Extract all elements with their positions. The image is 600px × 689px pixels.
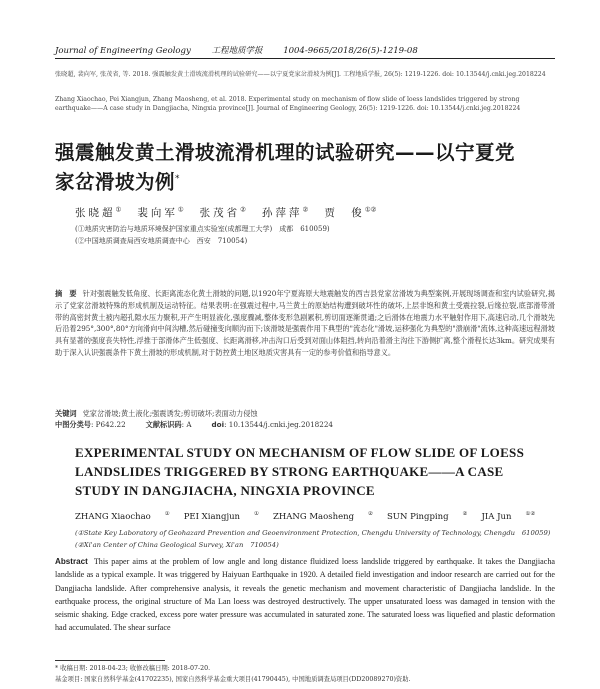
author-en-affiliation-mark: ② [462, 511, 468, 517]
author-en [273, 512, 373, 522]
author-en-name: JIA Jun [481, 511, 512, 522]
title-en: EXPERIMENTAL STUDY ON MECHANISM OF FLOW SLIDE OF LOESS LANDSLIDES TRIGGERED BY STRONG EARTHQUAKE——A CASE STUDY IN DANGJIACHA, NINGXIA PROVINCE [75, 445, 525, 498]
author-cn [200, 207, 246, 219]
journal-issn: 1004-9665/2018/26(5)-1219-08 [283, 46, 418, 56]
author-cn [324, 207, 376, 219]
abstract-en-label: Abstract [55, 557, 88, 566]
author-en-name: ZHANG Maosheng [272, 511, 355, 522]
author-cn-affiliation-mark: ① [115, 205, 122, 214]
author-cn-affiliation-mark: ①② [364, 205, 377, 214]
author-cn-name: 裴向军 [137, 207, 178, 219]
author-en-name: PEI Xiangjun [183, 511, 241, 522]
author-en [481, 512, 535, 522]
author-cn-affiliation-mark: ② [302, 205, 309, 214]
footnote-rule [55, 660, 165, 661]
affiliation-en-1: (①State Key Laboratory of Geohazard Prevention and Geoenvironment Protection, Chengdu University of Technology, Chengdu 610059) [75, 529, 551, 537]
header-rule [55, 58, 555, 59]
author-cn-affiliation-mark: ① [177, 205, 184, 214]
title-cn-line2: 家岔滑坡为例 [55, 170, 176, 194]
author-en-affiliation-mark: ① [164, 511, 170, 517]
author-cn-name: 张晓超 [75, 207, 116, 219]
keywords-cn-label: 关键词 [55, 409, 77, 418]
author-en-affiliation-mark: ② [368, 511, 373, 517]
author-en-affiliation-mark: ① [254, 511, 259, 517]
abstract-cn [55, 288, 555, 359]
citation-en: Zhang Xiaochao, Pei Xiangjun, Zhang Maosheng, et al. 2018. Experimental study on mechanism of flow slide of loess landslides triggered by strong earthquake——A case study in Dangjiacha, Ningxia province[J]. Journal of Engineering Geology, 26(5): 1219-1226. doi: 10.13544/j.cnki.jeg.2018224 [55, 96, 521, 113]
author-en-affiliation-mark: ①② [525, 511, 536, 517]
keywords-cn-text: 党家岔滑坡;黄土液化;强震诱发;剪切破坏;表面动力侵蚀 [82, 409, 258, 418]
title-cn [55, 140, 555, 196]
journal-header [55, 44, 555, 56]
journal-name-en: Journal of Engineering Geology [55, 46, 191, 56]
author-en [75, 512, 170, 522]
authors-cn [75, 205, 575, 220]
clc-label: 中图分类号 [55, 420, 91, 429]
affiliation-cn-1: (①地质灾害防治与地质环境保护国家重点实验室(成都理工大学) 成都 610059) [75, 225, 330, 233]
author-cn-name: 孙萍萍 [261, 207, 303, 219]
author-cn [75, 207, 121, 219]
author-cn-name: 贾 俊 [324, 207, 365, 219]
title-cn-line1: 强震触发黄土滑坡流滑机理的试验研究——以宁夏党 [55, 141, 516, 164]
classification-line [55, 420, 555, 430]
abstract-en-text: This paper aims at the problem of low angle and long distance fluidized loess landslide triggered by earthquake. It takes the Dangjiacha landslide as a typical example. It was triggered by Haiyuan Earthquake in 1920. A detailed field investigation and indoor research are carried out for the Dangjiacha landslide. After comprehensive analysis, it reveals the genetic mechanism and movement characteristic of Dangjiacha landslide. In the earthquake process, the original structure of Ma Lan loess was destroyed destructively. The upper unsaturated loess was damaged in tension with the seismic shaking. Edge cracked, excess pore water pressure was accumulated in saturated zone. The saturated loess was liquefied and plastic deformation had accumulated. The shear surface [55, 557, 555, 633]
author-cn-affiliation-mark: ② [240, 205, 246, 214]
author-en [184, 512, 259, 522]
doc-code-value: : A [181, 420, 192, 429]
title-footnote-mark: * [175, 174, 181, 184]
affiliation-en-2: (②Xi'an Center of China Geological Survey, Xi'an 710054) [75, 541, 279, 549]
abstract-cn-label: 摘 要 [55, 289, 77, 298]
footnote-funding: 基金项目: 国家自然科学基金(41702235), 国家自然科学基金重大项目(41790445), 中国地质调查局项目(DD20089270)资助. [55, 676, 411, 683]
author-en-name: ZHANG Xiaochao [75, 511, 151, 522]
authors-en [75, 511, 575, 522]
doi-value: : 10.13544/j.cnki.jeg.2018224 [224, 420, 333, 429]
affiliation-cn-2: (②中国地质调查局西安地质调查中心 西安 710054) [75, 237, 248, 245]
author-cn-name: 张茂省 [199, 207, 241, 219]
citation-cn: 张晓超, 裴向军, 张茂省, 等. 2018. 强震触发黄土滑坡流滑机理的试验研究——以宁夏党家岔滑坡为例[J]. 工程地质学报, 26(5): 1219-1226. doi: 10.13544/j.cnki.jeg.2018224 [55, 71, 546, 78]
footnote-dates: * 收稿日期: 2018-04-23; 收修改稿日期: 2018-07-20. [55, 665, 211, 672]
author-cn [262, 207, 308, 219]
abstract-cn-text: 针对强震触发低角度、长距离流态化黄土滑坡的问题,以1920年宁夏海原大地震触发的西吉县党家岔滑坡为典型案例,开展现场调查和室内试验研究,揭示了党家岔滑坡特殊的形成机制及运动特征。结果表明:在强震过程中,马兰黄土的原始结构遭到破坏性的破坏,上层非饱和黄土受震拉裂,后缘拉裂,底部滑带滑带的高密封黄土被内超孔隙水压力聚积,开产生明显液化,强度骤减,整体变形急剧累积,剪切面逐渐贯通;之后滑体在地震力水平触射作用下,高速启动,几个滑坡先后沿着295°,300°,80°方向滑向中间沟槽,然后碰撞变向顺沟而下;该滑坡是强震作用下典型的"流态化"滑坡,运移强化为典型的"溃崩滑"流体,这种高速远程滑坡具有显著的强度丧失特性,浮推于部滑体产生低强度、长距离滑移,冲击沟口后受到对面山体阻挡,转向沿着滑主沟往下游侧扩离,整个滑程长达3km。研究成果有助于深入认识强震条件下黄土滑坡的形成机制,对于防控黄土地区地质灾害具有一定的参考价值和指导意义。 [55, 289, 555, 357]
author-cn [137, 207, 183, 219]
keywords-cn [55, 408, 555, 419]
author-en-name: SUN Pingping [386, 511, 449, 522]
clc-value: : P642.22 [90, 420, 126, 429]
doc-code-label: 文献标识码 [145, 420, 182, 429]
author-en [387, 512, 468, 522]
abstract-en [55, 555, 555, 635]
doi-label: doi [211, 420, 225, 429]
journal-name-cn: 工程地质学报 [211, 46, 263, 56]
